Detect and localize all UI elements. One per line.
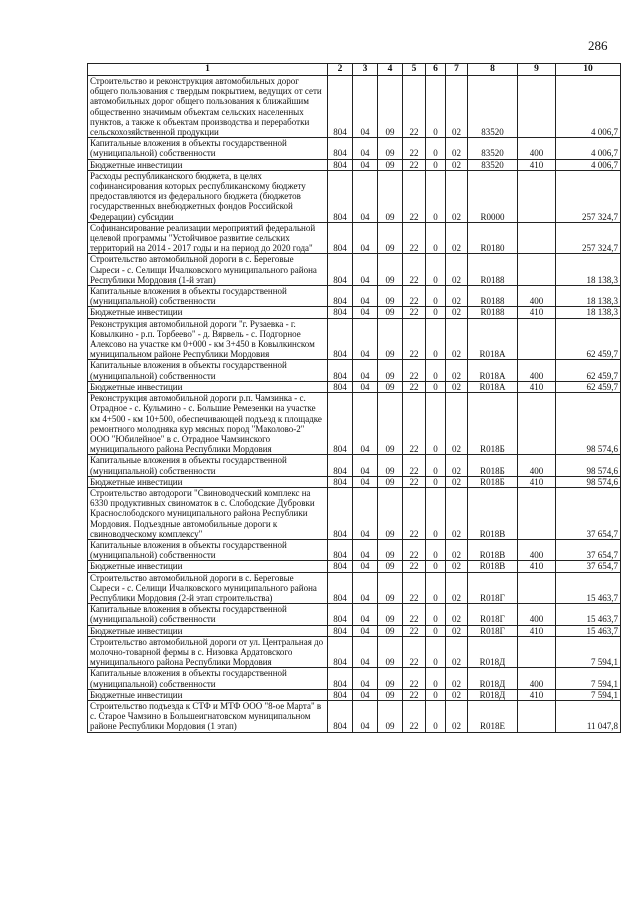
subsection-code-cell: 09 <box>378 455 403 476</box>
amount-cell: 7 594,1 <box>556 668 621 689</box>
target-code-cell: R018А <box>468 381 518 392</box>
section-code-cell: 04 <box>353 360 378 381</box>
ministry-code-cell: 804 <box>328 700 353 732</box>
amount-cell: 15 463,7 <box>556 625 621 636</box>
ministry-code-cell: 804 <box>328 254 353 286</box>
ministry-code-cell: 804 <box>328 455 353 476</box>
table-row <box>88 487 621 539</box>
section-code-cell: 04 <box>353 254 378 286</box>
table-row <box>88 636 621 668</box>
section-code-cell: 04 <box>353 625 378 636</box>
row-name-cell: Бюджетные инвестиции <box>88 307 328 318</box>
subprogram-code-cell: 0 <box>426 539 446 560</box>
row-name-cell: Капитальные вложения в объекты государственной (муниципальной) собственности <box>88 286 328 307</box>
expense-type-cell: 410 <box>518 625 556 636</box>
amount-cell: 4 006,7 <box>556 138 621 159</box>
subprogram-code-cell: 0 <box>426 636 446 668</box>
row-name-cell: Бюджетные инвестиции <box>88 689 328 700</box>
row-name-cell: Бюджетные инвестиции <box>88 476 328 487</box>
target-code-cell: R0000 <box>468 170 518 222</box>
section-code-cell: 04 <box>353 689 378 700</box>
amount-cell: 37 654,7 <box>556 561 621 572</box>
activity-code-cell: 02 <box>446 318 468 360</box>
table-row <box>88 561 621 572</box>
expense-type-cell <box>518 487 556 539</box>
program-code-cell: 22 <box>403 668 426 689</box>
amount-cell: 4 006,7 <box>556 76 621 138</box>
activity-code-cell: 02 <box>446 170 468 222</box>
expense-type-cell: 400 <box>518 604 556 625</box>
target-code-cell: R018Г <box>468 604 518 625</box>
amount-cell: 18 138,3 <box>556 286 621 307</box>
activity-code-cell: 02 <box>446 604 468 625</box>
subprogram-code-cell: 0 <box>426 307 446 318</box>
program-code-cell: 22 <box>403 381 426 392</box>
expense-type-cell <box>518 254 556 286</box>
activity-code-cell: 02 <box>446 689 468 700</box>
subprogram-code-cell: 0 <box>426 393 446 455</box>
budget-table <box>87 63 621 733</box>
ministry-code-cell: 804 <box>328 360 353 381</box>
table-row <box>88 700 621 732</box>
subsection-code-cell: 09 <box>378 318 403 360</box>
subsection-code-cell: 09 <box>378 222 403 254</box>
subprogram-code-cell: 0 <box>426 487 446 539</box>
subsection-code-cell: 09 <box>378 138 403 159</box>
section-code-cell: 04 <box>353 561 378 572</box>
section-code-cell: 04 <box>353 668 378 689</box>
column-header: 1 <box>88 64 328 76</box>
amount-cell: 257 324,7 <box>556 170 621 222</box>
target-code-cell: 83520 <box>468 138 518 159</box>
program-code-cell: 22 <box>403 636 426 668</box>
subprogram-code-cell: 0 <box>426 604 446 625</box>
subprogram-code-cell: 0 <box>426 318 446 360</box>
program-code-cell: 22 <box>403 254 426 286</box>
table-body <box>88 76 621 733</box>
activity-code-cell: 02 <box>446 668 468 689</box>
amount-cell: 18 138,3 <box>556 254 621 286</box>
target-code-cell: 83520 <box>468 76 518 138</box>
section-code-cell: 04 <box>353 393 378 455</box>
ministry-code-cell: 804 <box>328 572 353 604</box>
expense-type-cell: 400 <box>518 539 556 560</box>
amount-cell: 37 654,7 <box>556 539 621 560</box>
activity-code-cell: 02 <box>446 625 468 636</box>
column-header: 8 <box>468 64 518 76</box>
section-code-cell: 04 <box>353 159 378 170</box>
subsection-code-cell: 09 <box>378 159 403 170</box>
expense-type-cell <box>518 572 556 604</box>
subsection-code-cell: 09 <box>378 254 403 286</box>
table-row <box>88 393 621 455</box>
ministry-code-cell: 804 <box>328 487 353 539</box>
subsection-code-cell: 09 <box>378 572 403 604</box>
subprogram-code-cell: 0 <box>426 170 446 222</box>
program-code-cell: 22 <box>403 625 426 636</box>
subprogram-code-cell: 0 <box>426 476 446 487</box>
subprogram-code-cell: 0 <box>426 572 446 604</box>
ministry-code-cell: 804 <box>328 159 353 170</box>
table-row <box>88 539 621 560</box>
row-name-cell: Капитальные вложения в объекты государственной (муниципальной) собственности <box>88 604 328 625</box>
table-row <box>88 286 621 307</box>
section-code-cell: 04 <box>353 476 378 487</box>
ministry-code-cell: 804 <box>328 307 353 318</box>
section-code-cell: 04 <box>353 318 378 360</box>
activity-code-cell: 02 <box>446 636 468 668</box>
program-code-cell: 22 <box>403 76 426 138</box>
program-code-cell: 22 <box>403 604 426 625</box>
subprogram-code-cell: 0 <box>426 360 446 381</box>
program-code-cell: 22 <box>403 539 426 560</box>
table-row <box>88 689 621 700</box>
amount-cell: 18 138,3 <box>556 307 621 318</box>
target-code-cell: R018Б <box>468 393 518 455</box>
subprogram-code-cell: 0 <box>426 159 446 170</box>
table-row <box>88 318 621 360</box>
table-row <box>88 159 621 170</box>
expense-type-cell <box>518 636 556 668</box>
subprogram-code-cell: 0 <box>426 668 446 689</box>
expense-type-cell <box>518 222 556 254</box>
table-row <box>88 222 621 254</box>
expense-type-cell: 410 <box>518 381 556 392</box>
program-code-cell: 22 <box>403 487 426 539</box>
row-name-cell: Капитальные вложения в объекты государственной (муниципальной) собственности <box>88 455 328 476</box>
row-name-cell: Капитальные вложения в объекты государственной (муниципальной) собственности <box>88 360 328 381</box>
ministry-code-cell: 804 <box>328 318 353 360</box>
table-row <box>88 455 621 476</box>
program-code-cell: 22 <box>403 170 426 222</box>
row-name-cell: Строительство автомобильной дороги в с. Береговые Сыреси - с. Селищи Ичалковского муниципального района Республики Мордовия (2-й этап строительства) <box>88 572 328 604</box>
table-row <box>88 572 621 604</box>
table-row <box>88 254 621 286</box>
section-code-cell: 04 <box>353 307 378 318</box>
subsection-code-cell: 09 <box>378 170 403 222</box>
subprogram-code-cell: 0 <box>426 222 446 254</box>
row-name-cell: Реконструкция автомобильной дороги "г. Рузаевка - г. Ковылкино - р.п. Торбеево" - д. Вярвель - с. Подгорное Алексово на участке км 0+000 - км 3+450 в Ковылкинском муниципальном районе Республики Мордовия <box>88 318 328 360</box>
program-code-cell: 22 <box>403 393 426 455</box>
subprogram-code-cell: 0 <box>426 381 446 392</box>
table-row <box>88 668 621 689</box>
ministry-code-cell: 804 <box>328 381 353 392</box>
table-row <box>88 625 621 636</box>
activity-code-cell: 02 <box>446 700 468 732</box>
ministry-code-cell: 804 <box>328 286 353 307</box>
section-code-cell: 04 <box>353 700 378 732</box>
activity-code-cell: 02 <box>446 286 468 307</box>
subprogram-code-cell: 0 <box>426 689 446 700</box>
subsection-code-cell: 09 <box>378 487 403 539</box>
activity-code-cell: 02 <box>446 572 468 604</box>
subsection-code-cell: 09 <box>378 307 403 318</box>
column-header: 5 <box>403 64 426 76</box>
amount-cell: 37 654,7 <box>556 487 621 539</box>
section-code-cell: 04 <box>353 604 378 625</box>
section-code-cell: 04 <box>353 636 378 668</box>
section-code-cell: 04 <box>353 76 378 138</box>
target-code-cell: 83520 <box>468 159 518 170</box>
target-code-cell: R018В <box>468 487 518 539</box>
target-code-cell: R018Г <box>468 572 518 604</box>
amount-cell: 98 574,6 <box>556 455 621 476</box>
expense-type-cell <box>518 76 556 138</box>
table-row <box>88 381 621 392</box>
program-code-cell: 22 <box>403 138 426 159</box>
subprogram-code-cell: 0 <box>426 455 446 476</box>
expense-type-cell: 410 <box>518 307 556 318</box>
page-number: 286 <box>588 38 608 53</box>
target-code-cell: R018А <box>468 318 518 360</box>
ministry-code-cell: 804 <box>328 636 353 668</box>
subsection-code-cell: 09 <box>378 636 403 668</box>
amount-cell: 98 574,6 <box>556 476 621 487</box>
ministry-code-cell: 804 <box>328 170 353 222</box>
subsection-code-cell: 09 <box>378 76 403 138</box>
column-header: 4 <box>378 64 403 76</box>
amount-cell: 62 459,7 <box>556 318 621 360</box>
target-code-cell: R0188 <box>468 307 518 318</box>
subsection-code-cell: 09 <box>378 625 403 636</box>
section-code-cell: 04 <box>353 138 378 159</box>
target-code-cell: R0180 <box>468 222 518 254</box>
expense-type-cell: 400 <box>518 455 556 476</box>
subprogram-code-cell: 0 <box>426 700 446 732</box>
section-code-cell: 04 <box>353 487 378 539</box>
expense-type-cell: 400 <box>518 138 556 159</box>
subprogram-code-cell: 0 <box>426 625 446 636</box>
program-code-cell: 22 <box>403 286 426 307</box>
expense-type-cell: 410 <box>518 689 556 700</box>
program-code-cell: 22 <box>403 318 426 360</box>
row-name-cell: Бюджетные инвестиции <box>88 381 328 392</box>
target-code-cell: R018Д <box>468 668 518 689</box>
activity-code-cell: 02 <box>446 487 468 539</box>
row-name-cell: Строительство автодороги "Свиноводческий комплекс на 6330 продуктивных свиноматок в с. Слободские Дубровки Краснослободского муниципального района Республики Мордовия. Подъездные автомобильные дороги к свиноводческому комплексу" <box>88 487 328 539</box>
amount-cell: 7 594,1 <box>556 636 621 668</box>
activity-code-cell: 02 <box>446 222 468 254</box>
activity-code-cell: 02 <box>446 76 468 138</box>
ministry-code-cell: 804 <box>328 539 353 560</box>
ministry-code-cell: 804 <box>328 689 353 700</box>
activity-code-cell: 02 <box>446 393 468 455</box>
section-code-cell: 04 <box>353 170 378 222</box>
expense-type-cell: 410 <box>518 159 556 170</box>
target-code-cell: R018В <box>468 539 518 560</box>
program-code-cell: 22 <box>403 159 426 170</box>
ministry-code-cell: 804 <box>328 222 353 254</box>
ministry-code-cell: 804 <box>328 625 353 636</box>
program-code-cell: 22 <box>403 455 426 476</box>
row-name-cell: Капитальные вложения в объекты государственной (муниципальной) собственности <box>88 138 328 159</box>
target-code-cell: R018В <box>468 561 518 572</box>
section-code-cell: 04 <box>353 455 378 476</box>
program-code-cell: 22 <box>403 561 426 572</box>
ministry-code-cell: 804 <box>328 138 353 159</box>
subsection-code-cell: 09 <box>378 381 403 392</box>
program-code-cell: 22 <box>403 572 426 604</box>
table-header-row <box>88 64 621 76</box>
expense-type-cell <box>518 318 556 360</box>
row-name-cell: Капитальные вложения в объекты государственной (муниципальной) собственности <box>88 539 328 560</box>
ministry-code-cell: 804 <box>328 668 353 689</box>
activity-code-cell: 02 <box>446 138 468 159</box>
subsection-code-cell: 09 <box>378 476 403 487</box>
subsection-code-cell: 09 <box>378 393 403 455</box>
expense-type-cell: 410 <box>518 561 556 572</box>
target-code-cell: R018Е <box>468 700 518 732</box>
table-row <box>88 604 621 625</box>
row-name-cell: Софинансирование реализации мероприятий федеральной целевой программы "Устойчивое развитие сельских территорий на 2014 - 2017 годы и на период до 2020 года" <box>88 222 328 254</box>
subsection-code-cell: 09 <box>378 700 403 732</box>
program-code-cell: 22 <box>403 476 426 487</box>
section-code-cell: 04 <box>353 539 378 560</box>
ministry-code-cell: 804 <box>328 393 353 455</box>
expense-type-cell <box>518 393 556 455</box>
column-header: 6 <box>426 64 446 76</box>
subprogram-code-cell: 0 <box>426 561 446 572</box>
section-code-cell: 04 <box>353 572 378 604</box>
expense-type-cell: 400 <box>518 360 556 381</box>
activity-code-cell: 02 <box>446 254 468 286</box>
row-name-cell: Бюджетные инвестиции <box>88 625 328 636</box>
subprogram-code-cell: 0 <box>426 286 446 307</box>
ministry-code-cell: 804 <box>328 476 353 487</box>
expense-type-cell <box>518 170 556 222</box>
activity-code-cell: 02 <box>446 561 468 572</box>
column-header: 3 <box>353 64 378 76</box>
section-code-cell: 04 <box>353 286 378 307</box>
subprogram-code-cell: 0 <box>426 138 446 159</box>
amount-cell: 7 594,1 <box>556 689 621 700</box>
subsection-code-cell: 09 <box>378 360 403 381</box>
expense-type-cell: 410 <box>518 476 556 487</box>
table-row <box>88 170 621 222</box>
target-code-cell: R0188 <box>468 286 518 307</box>
expense-type-cell: 400 <box>518 668 556 689</box>
activity-code-cell: 02 <box>446 381 468 392</box>
amount-cell: 257 324,7 <box>556 222 621 254</box>
target-code-cell: R018Д <box>468 689 518 700</box>
expense-type-cell: 400 <box>518 286 556 307</box>
column-header: 2 <box>328 64 353 76</box>
amount-cell: 62 459,7 <box>556 360 621 381</box>
program-code-cell: 22 <box>403 307 426 318</box>
activity-code-cell: 02 <box>446 307 468 318</box>
ministry-code-cell: 804 <box>328 561 353 572</box>
row-name-cell: Бюджетные инвестиции <box>88 561 328 572</box>
amount-cell: 15 463,7 <box>556 572 621 604</box>
amount-cell: 4 006,7 <box>556 159 621 170</box>
table-row <box>88 360 621 381</box>
target-code-cell: R018Б <box>468 476 518 487</box>
row-name-cell: Расходы республиканского бюджета, в целях софинансирования которых республиканскому бюджету предоставляются из федерального бюджета (бюджетов государственных внебюджетных фондов Российской Федерации) субсидии <box>88 170 328 222</box>
subprogram-code-cell: 0 <box>426 76 446 138</box>
subsection-code-cell: 09 <box>378 689 403 700</box>
program-code-cell: 22 <box>403 360 426 381</box>
amount-cell: 62 459,7 <box>556 381 621 392</box>
target-code-cell: R0188 <box>468 254 518 286</box>
amount-cell: 98 574,6 <box>556 393 621 455</box>
target-code-cell: R018А <box>468 360 518 381</box>
subprogram-code-cell: 0 <box>426 254 446 286</box>
section-code-cell: 04 <box>353 222 378 254</box>
program-code-cell: 22 <box>403 222 426 254</box>
subsection-code-cell: 09 <box>378 668 403 689</box>
expense-type-cell <box>518 700 556 732</box>
subsection-code-cell: 09 <box>378 561 403 572</box>
activity-code-cell: 02 <box>446 360 468 381</box>
row-name-cell: Строительство и реконструкция автомобильных дорог общего пользования с твердым покрытием, ведущих от сети автомобильных дорог общего пользования к ближайшим общественно значимым объектам сельских населенных пунктов, а также к объектам производства и переработки сельскохозяйственной продукции <box>88 76 328 138</box>
subsection-code-cell: 09 <box>378 286 403 307</box>
column-header: 9 <box>518 64 556 76</box>
target-code-cell: R018Г <box>468 625 518 636</box>
row-name-cell: Строительство автомобильной дороги от ул. Центральная до молочно-товарной фермы в с. Низовка Ардатовского муниципального района Республики Мордовия <box>88 636 328 668</box>
program-code-cell: 22 <box>403 700 426 732</box>
section-code-cell: 04 <box>353 381 378 392</box>
table-row <box>88 76 621 138</box>
activity-code-cell: 02 <box>446 455 468 476</box>
target-code-cell: R018Д <box>468 636 518 668</box>
subsection-code-cell: 09 <box>378 604 403 625</box>
column-header: 10 <box>556 64 621 76</box>
table-row <box>88 138 621 159</box>
row-name-cell: Строительство подъезда к СТФ и МТФ ООО "8-ое Марта" в с. Старое Чамзино в Большеигнатовском муниципальном районе Республики Мордовия (1 этап) <box>88 700 328 732</box>
subsection-code-cell: 09 <box>378 539 403 560</box>
ministry-code-cell: 804 <box>328 604 353 625</box>
row-name-cell: Реконструкция автомобильной дороги р.п. Чамзинка - с. Отрадное - с. Кульмино - с. Большие Ремезенки на участке км 4+500 - км 10+500, обеспечивающей подъезд к площадке ремонтного молодняка кур мясных пород "Маколово-2" ООО "Юбилейное" в с. Отрадное Чамзинского муниципального района Республики Мордовия <box>88 393 328 455</box>
row-name-cell: Бюджетные инвестиции <box>88 159 328 170</box>
activity-code-cell: 02 <box>446 159 468 170</box>
program-code-cell: 22 <box>403 689 426 700</box>
target-code-cell: R018Б <box>468 455 518 476</box>
table-row <box>88 307 621 318</box>
row-name-cell: Капитальные вложения в объекты государственной (муниципальной) собственности <box>88 668 328 689</box>
activity-code-cell: 02 <box>446 539 468 560</box>
row-name-cell: Строительство автомобильной дороги в с. Береговые Сыреси - с. Селищи Ичалковского муниципального района Республики Мордовия (1-й этап) <box>88 254 328 286</box>
amount-cell: 15 463,7 <box>556 604 621 625</box>
column-header: 7 <box>446 64 468 76</box>
ministry-code-cell: 804 <box>328 76 353 138</box>
table-row <box>88 476 621 487</box>
amount-cell: 11 047,8 <box>556 700 621 732</box>
activity-code-cell: 02 <box>446 476 468 487</box>
